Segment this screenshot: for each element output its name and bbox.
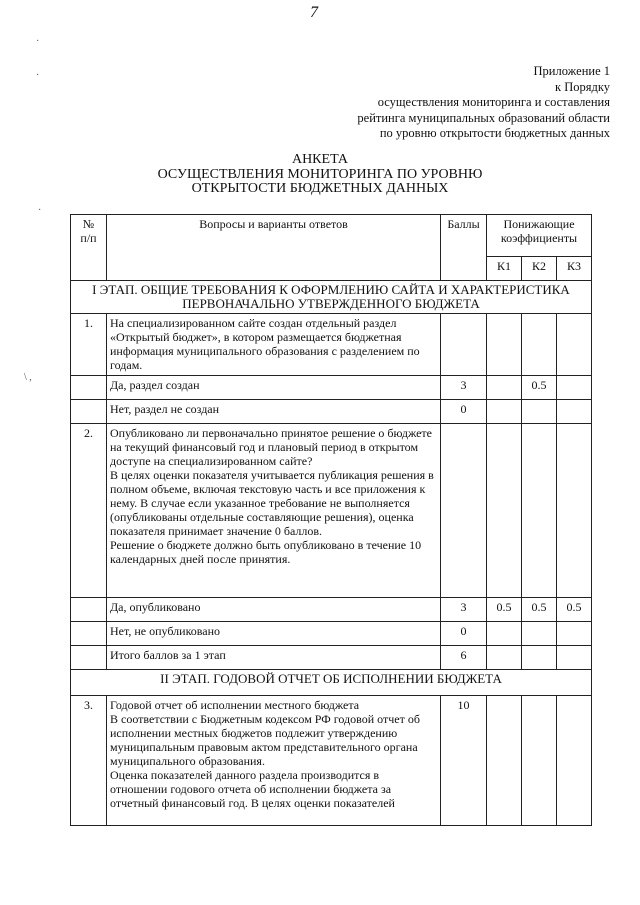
table-row — [71, 400, 592, 424]
appendix-line: осуществления мониторинга и составления — [377, 95, 610, 109]
question-points: 10 — [441, 696, 487, 826]
table-row — [71, 424, 592, 598]
table-row — [71, 646, 592, 670]
appendix-line: по уровню открытости бюджетных данных — [379, 126, 610, 140]
appendix-note — [357, 64, 610, 142]
appendix-line: к Порядку — [555, 79, 610, 94]
question-text: Опубликовано ли первоначально принятое решение о бюджете на текущий финансовый год и плановый период в открытом доступе на специализированном сайте? В целях оценки показателя учитывается публикация решения в полном объеме, включая текстовую часть и все приложения к нему. В случае если указанное требование не выполняется (опубликованы отдельные составляющие решения), оценка показателя принимает значение 0 баллов. Решение о бюджете должно быть опубликовано в течение 10 календарных дней после принятия. — [107, 424, 441, 598]
answer-k2: 0.5 — [522, 376, 557, 400]
table-row — [71, 622, 592, 646]
title-line: ОСУЩЕСТВЛЕНИЯ МОНИТОРИНГА ПО УРОВНЮ — [157, 166, 483, 182]
questionnaire-table — [70, 214, 592, 826]
appendix-line: рейтинга муниципальных образований области — [357, 110, 610, 125]
page-number: 7 — [310, 4, 318, 21]
answer-points: 0 — [441, 400, 487, 424]
margin-mark: · — [36, 36, 40, 47]
table-row — [71, 314, 592, 376]
question-text: Годовой отчет об исполнении местного бюджета В соответствии с Бюджетным кодексом РФ годовой отчет об исполнении местных бюджетов подлежит утверждению муниципальным правовым актом представительного органа муниципального образования. Оценка показателей данного раздела производится в отношении годового отчета об исполнении бюджета за отчетный финансовый год. В целях оценки показателей — [107, 696, 441, 826]
answer-k1: 0.5 — [487, 598, 522, 622]
answer-text: Нет, раздел не создан — [107, 400, 441, 424]
header-k2: К2 — [522, 257, 557, 281]
answer-k2: 0.5 — [522, 598, 557, 622]
section-row — [71, 281, 592, 314]
answer-points: 3 — [441, 376, 487, 400]
total-text: Итого баллов за 1 этап — [107, 646, 441, 670]
answer-k3: 0.5 — [557, 598, 592, 622]
question-number: 3. — [71, 696, 107, 826]
margin-mark: · — [38, 205, 42, 216]
title-line: АНКЕТА — [291, 152, 349, 167]
section-2-title: II ЭТАП. ГОДОВОЙ ОТЧЕТ ОБ ИСПОЛНЕНИИ БЮДЖЕТА — [71, 670, 592, 696]
question-text: На специализированном сайте создан отдельный раздел «Открытый бюджет», в котором размещается бюджетная информация муниципального образования с разделением по годам. — [107, 314, 441, 376]
table-row — [71, 598, 592, 622]
title-line: ОТКРЫТОСТИ БЮДЖЕТНЫХ ДАННЫХ — [191, 181, 449, 196]
header-points: Баллы — [441, 215, 487, 281]
margin-mark: \ , — [24, 372, 32, 383]
answer-text: Нет, не опубликовано — [107, 622, 441, 646]
header-k3: К3 — [557, 257, 592, 281]
question-number: 1. — [71, 314, 107, 376]
header-num: № п/п — [71, 215, 107, 281]
margin-mark: · — [36, 70, 40, 81]
section-1-title: I ЭТАП. ОБЩИЕ ТРЕБОВАНИЯ К ОФОРМЛЕНИЮ САЙТА И ХАРАКТЕРИСТИКА ПЕРВОНАЧАЛЬНО УТВЕРЖДЕННОГО БЮДЖЕТА — [71, 281, 592, 314]
appendix-line: Приложение 1 — [533, 64, 610, 78]
answer-text: Да, раздел создан — [107, 376, 441, 400]
answer-points: 3 — [441, 598, 487, 622]
table-row — [71, 696, 592, 826]
header-questions: Вопросы и варианты ответов — [107, 215, 441, 281]
document-title — [0, 153, 640, 197]
header-k1: К1 — [487, 257, 522, 281]
section-row — [71, 670, 592, 696]
table-row — [71, 376, 592, 400]
answer-points: 0 — [441, 622, 487, 646]
question-number: 2. — [71, 424, 107, 598]
total-points: 6 — [441, 646, 487, 670]
table-header-row — [71, 215, 592, 257]
answer-text: Да, опубликовано — [107, 598, 441, 622]
header-coefficients: Понижающие коэффициенты — [487, 215, 592, 257]
